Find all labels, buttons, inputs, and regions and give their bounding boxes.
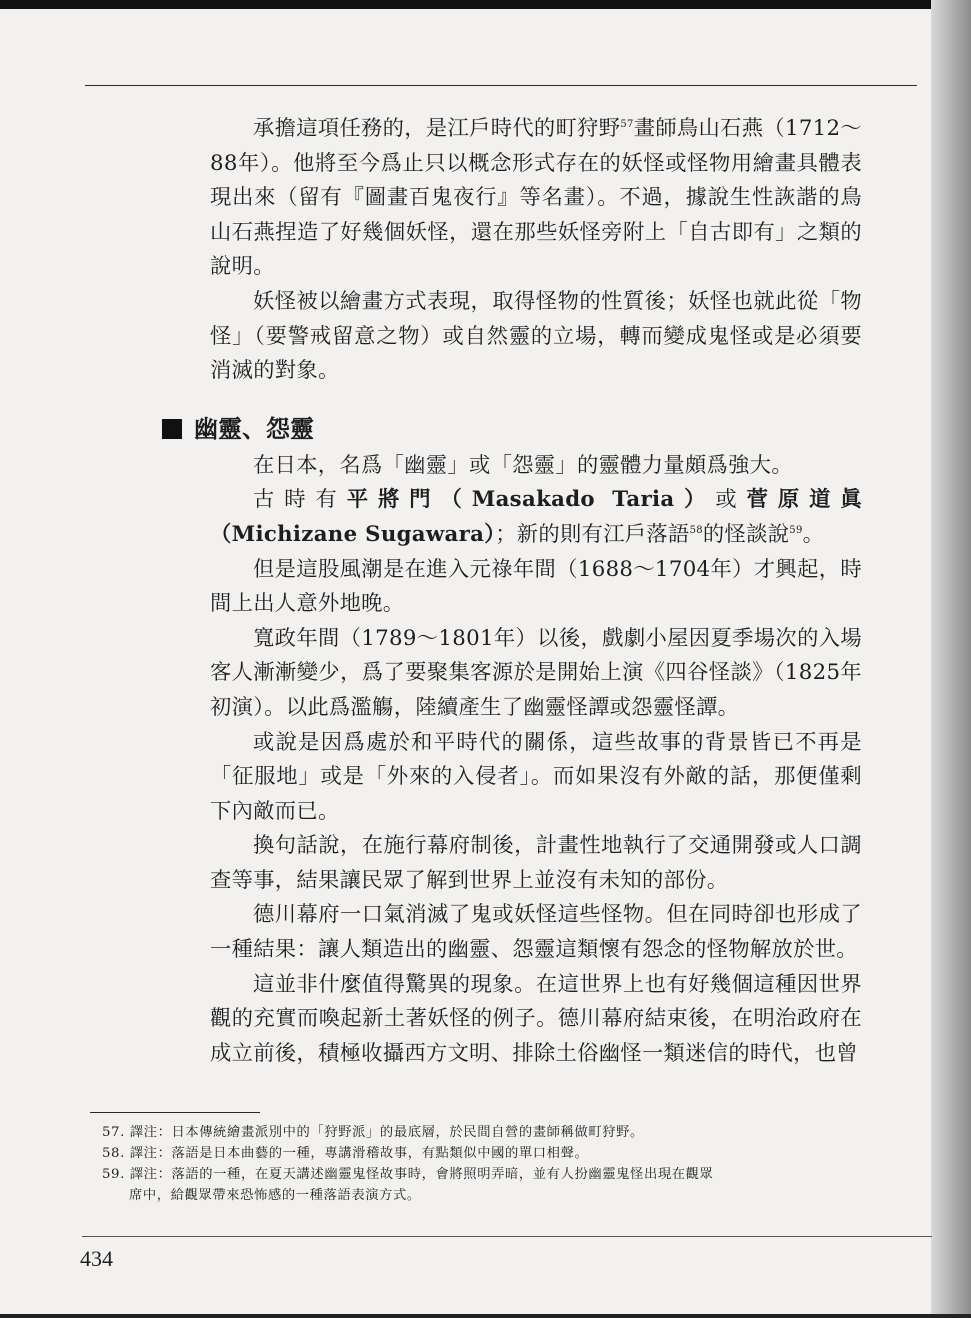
header-rule <box>85 85 917 86</box>
body-text <box>194 112 862 1071</box>
footnotes <box>102 1122 862 1206</box>
paragraph: 這並非什麼值得驚異的現象。在這世界上也有好幾個這種因世界觀的充實而喚起新土著妖怪的例子。德川幕府結束後，在明治政府在成立前後，積極收攝西方文明、排除土俗幽怪一類迷信的時代，也曾 <box>210 971 862 1066</box>
footnote-59: 59. 譯注：落語的一種，在夏天講述幽靈鬼怪故事時，會將照明弄暗，並有人扮幽靈鬼怪出現在觀眾 <box>102 1167 714 1182</box>
footnote-ref: 58 <box>689 524 703 536</box>
paragraph: 寬政年間（1789～1801年）以後，戲劇小屋因夏季場次的入場客人漸漸變少，爲了要聚集客源於是開始上演《四谷怪談》（1825年初演）。以此爲濫觴，陸續產生了幽靈怪譚或怨靈怪譚。 <box>210 625 862 720</box>
text-run: 畫師鳥山石燕（1712～88年）。他將至今爲止只以概念形式存在的妖怪或怪物用繪畫具體表現出來（留有『圖畫百鬼夜行』等名畫）。不過，據說生性詼諧的鳥山石燕捏造了好幾個妖怪，還在那些妖怪旁附上「自古即有」之類的說明。 <box>210 116 862 280</box>
footnote-58: 58. 譯注：落語是日本曲藝的一種，專講滑稽故事，有點類似中國的單口相聲。 <box>102 1146 589 1161</box>
paragraph <box>210 483 862 552</box>
paragraph: 德川幕府一口氣消滅了鬼或妖怪這些怪物。但在同時卻也形成了一種結果：讓人類造出的幽靈、怨靈這類懷有怨念的怪物解放於世。 <box>210 902 862 963</box>
scan-top-edge <box>0 0 971 9</box>
footer-rule <box>82 1236 932 1237</box>
page-number: 434 <box>80 1246 113 1271</box>
section-heading <box>162 411 862 447</box>
text-run: 或 <box>715 487 747 513</box>
footnote-ref: 59 <box>789 524 803 536</box>
square-bullet-icon <box>162 419 182 439</box>
bold-term: 菅原道眞（Michizane Sugawara） <box>210 487 862 547</box>
footnote-ref: 57 <box>620 118 634 130</box>
paragraph: 妖怪被以繪畫方式表現，取得怪物的性質後；妖怪也就此從「物怪」（要警戒留意之物）或自然靈的立場，轉而變成鬼怪或是必須要消滅的對象。 <box>210 288 862 384</box>
text-run: 承擔這項任務的，是江戶時代的町狩野 <box>253 116 621 141</box>
footnote-57: 57. 譯注：日本傳統繪畫派別中的「狩野派」的最底層，於民間自營的畫師稱做町狩野。 <box>102 1125 644 1140</box>
footnote-59-continued: 席中，給觀眾帶來恐怖感的一種落語表演方式。 <box>129 1188 421 1203</box>
paragraph: 但是這股風潮是在進入元祿年間（1688～1704年）才興起，時間上出人意外地晚。 <box>210 556 862 617</box>
text-run: 的怪談說 <box>702 521 790 547</box>
bold-term: 平將門（Masakado Taria） <box>346 487 716 513</box>
paragraph <box>210 112 862 285</box>
page-edge-shadow <box>931 0 971 1318</box>
paragraph: 換句話說，在施行幕府制後，計畫性地執行了交通開發或人口調查等事，結果讓民眾了解到世界上並沒有未知的部份。 <box>210 833 862 893</box>
paragraph: 在日本，名爲「幽靈」或「怨靈」的靈體力量頗爲強大。 <box>253 452 793 478</box>
scan-bottom-edge <box>0 1314 971 1318</box>
text-run: 。 <box>802 521 825 547</box>
text-run: ；新的則有江戶落語 <box>495 521 690 547</box>
paragraph: 或說是因爲處於和平時代的關係，這些故事的背景皆已不再是「征服地」或是「外來的入侵者」。而如果沒有外敵的話，那便僅剩下內敵而已。 <box>210 729 862 824</box>
heading-text: 幽靈、怨靈 <box>194 414 314 443</box>
text-run: 古時有 <box>253 487 347 513</box>
footnote-rule <box>90 1112 260 1113</box>
